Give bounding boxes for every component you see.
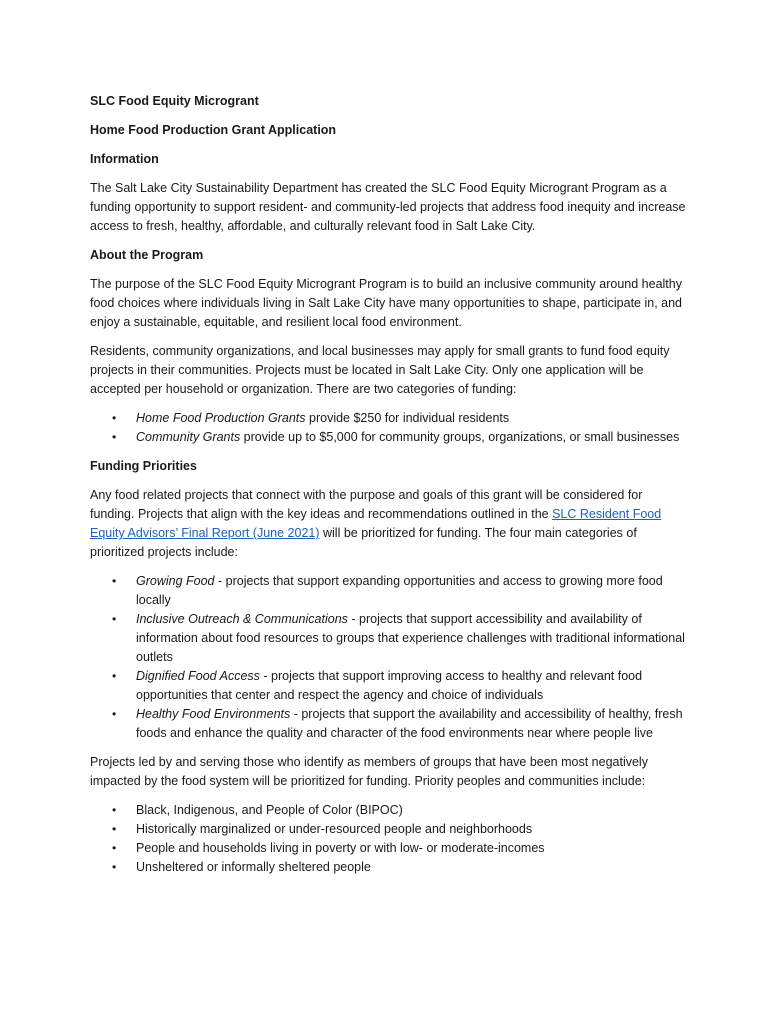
priority-name: Growing Food xyxy=(136,574,215,588)
funding-text-after-link: will be prioritized for funding. The four main categories of prioritized projects include: xyxy=(90,526,637,559)
category-text: provide up to $5,000 for community groups, organizations, or small businesses xyxy=(240,430,680,444)
final-report-link[interactable]: SLC Resident Food Equity Advisors’ Final Report (June 2021) xyxy=(90,507,662,540)
list-item xyxy=(90,858,690,877)
community-text: Unsheltered or informally sheltered people xyxy=(136,860,371,874)
about-heading: About the Program xyxy=(90,248,204,262)
list-item xyxy=(90,409,690,428)
list-item xyxy=(90,820,690,839)
about-paragraph-2: Residents, community organizations, and local businesses may apply for small grants to fund food equity projects in their communities. Projects must be located in Salt Lake City. Only one application will be accepted per household or organization. There are two categories of funding: xyxy=(90,344,670,396)
bullet-icon: • xyxy=(112,574,117,588)
bullet-icon: • xyxy=(112,860,117,874)
list-item xyxy=(90,428,690,447)
bullet-icon: • xyxy=(112,411,117,425)
priority-text: - projects that support accessibility and availability of information about food resources to groups that experience challenges with traditional informational outlets xyxy=(136,612,685,664)
priority-text: - projects that support the availability and accessibility of healthy, fresh foods and enhance the quality and character of the food environments near where people live xyxy=(136,707,683,740)
information-heading: Information xyxy=(90,152,159,166)
category-text: provide $250 for individual residents xyxy=(305,411,510,425)
priority-categories-list xyxy=(90,572,690,743)
document-subtitle: Home Food Production Grant Application xyxy=(90,123,337,137)
category-name: Community Grants xyxy=(136,430,241,444)
priority-name: Inclusive Outreach & Communications xyxy=(136,612,348,626)
community-text: People and households living in poverty or with low- or moderate-incomes xyxy=(136,841,545,855)
document-title: SLC Food Equity Microgrant xyxy=(90,94,259,108)
bullet-icon: • xyxy=(112,707,117,721)
funding-categories-list xyxy=(90,409,690,447)
bullet-icon: • xyxy=(112,430,117,444)
list-item xyxy=(90,801,690,820)
list-item xyxy=(90,610,690,667)
funding-paragraph-1 xyxy=(90,486,690,562)
list-item xyxy=(90,667,690,705)
list-item xyxy=(90,705,690,743)
bullet-icon: • xyxy=(112,841,117,855)
list-item xyxy=(90,839,690,858)
about-paragraph-1: The purpose of the SLC Food Equity Microgrant Program is to build an inclusive community around healthy food choices where individuals living in Salt Lake City have many opportunities to shape, participate in, and enjoy a sustainable, equitable, and resilient local food environment. xyxy=(90,277,683,329)
category-name: Home Food Production Grants xyxy=(136,411,306,425)
community-text: Historically marginalized or under-resourced people and neighborhoods xyxy=(136,822,533,836)
priority-text: - projects that support expanding opportunities and access to growing more food locally xyxy=(136,574,663,607)
bullet-icon: • xyxy=(112,612,117,626)
bullet-icon: • xyxy=(112,803,117,817)
list-item xyxy=(90,572,690,610)
funding-priorities-heading: Funding Priorities xyxy=(90,459,197,473)
priority-name: Healthy Food Environments xyxy=(136,707,291,721)
funding-text-before-link: Any food related projects that connect with the purpose and goals of this grant will be considered for funding. Projects that align with the key ideas and recommendations outlined in the xyxy=(90,488,643,521)
priority-text: - projects that support improving access to healthy and relevant food opportunities that center and respect the agency and choice of individuals xyxy=(136,669,643,702)
priority-name: Dignified Food Access xyxy=(136,669,260,683)
priority-communities-list xyxy=(90,801,690,877)
funding-paragraph-2: Projects led by and serving those who identify as members of groups that have been most negatively impacted by the food system will be prioritized for funding. Priority peoples and communities include: xyxy=(90,755,648,788)
community-text: Black, Indigenous, and People of Color (BIPOC) xyxy=(136,803,403,817)
bullet-icon: • xyxy=(112,822,117,836)
bullet-icon: • xyxy=(112,669,117,683)
information-paragraph: The Salt Lake City Sustainability Department has created the SLC Food Equity Microgrant Program as a funding opportunity to support resident- and community-led projects that address food inequity and increase access to fresh, healthy, affordable, and culturally relevant food in Salt Lake City. xyxy=(90,181,686,233)
document-page xyxy=(90,92,690,887)
